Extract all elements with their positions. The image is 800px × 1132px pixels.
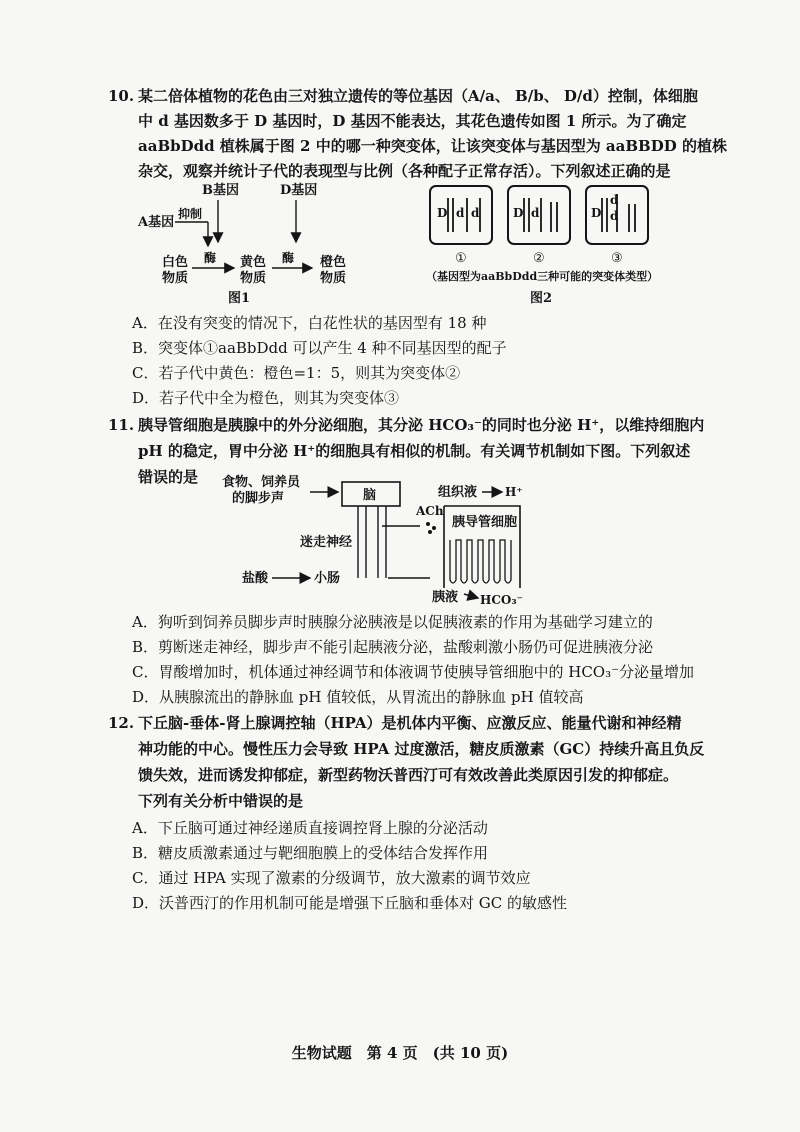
allele-d: d <box>456 206 465 220</box>
q12-option-a: A．下丘脑可通过神经递质直接调控肾上腺的分泌活动 <box>132 819 488 837</box>
yellow-label: 黄色 <box>240 255 267 270</box>
intestine-label: 小肠 <box>314 571 341 586</box>
figure-1-caption: 图1 <box>228 291 251 305</box>
figure-2-mutants <box>420 180 680 305</box>
q10-number: 10. <box>108 87 135 105</box>
figure-2-caption: 图2 <box>530 291 553 305</box>
q12-option-c: C．通过 HPA 实现了激素的分级调节，放大激素的调节效应 <box>132 869 531 887</box>
q11-option-a: A．狗听到饲养员脚步声时胰腺分泌胰液是以促胰液素的作用为基础学习建立的 <box>132 613 653 631</box>
q12-text-line: 神功能的中心。慢性压力会导致 HPA 过度激活，糖皮质激素（GC）持续升高且负反 <box>138 740 705 758</box>
mutant-label-1: ① <box>455 251 467 266</box>
mutant-label-2: ② <box>533 251 545 266</box>
q10-option-a: A．在没有突变的情况下，白花性状的基因型有 18 种 <box>132 314 487 332</box>
d-gene-label: D基因 <box>280 183 318 198</box>
q10-text-line: 中 d 基因数多于 D 基因时，D 基因不能表达，其花色遗传如图 1 所示。为了确定 <box>138 112 687 130</box>
allele-D: D <box>591 206 602 220</box>
q10-text-line: 杂交，观察并统计子代的表现型与比例（各种配子正常存活）。下列叙述正确的是 <box>138 162 671 180</box>
q12-number: 12. <box>108 714 135 732</box>
q11-text-line: 错误的是 <box>138 468 199 486</box>
yellow-substance: 物质 <box>240 271 267 286</box>
allele-d: d <box>531 206 540 220</box>
stimulus-label: 食物、饲养员 <box>222 475 301 490</box>
hco3-arrow <box>464 594 478 598</box>
allele-D: D <box>437 206 448 220</box>
q11-number: 11. <box>108 416 135 434</box>
ach-vesicle <box>432 526 436 530</box>
pancreas-regulation-diagram <box>220 470 570 608</box>
microvilli <box>450 540 511 583</box>
hco3-label: HCO₃⁻ <box>480 593 523 607</box>
q10-option-b: B．突变体①aaBbDdd 可以产生 4 种不同基因型的配子 <box>132 339 507 357</box>
q11-option-b: B．剪断迷走神经，脚步声不能引起胰液分泌，盐酸刺激小肠仍可促进胰液分泌 <box>132 638 654 656</box>
b-gene-label: B基因 <box>202 183 239 198</box>
q12-text-line: 下丘脑-垂体-肾上腺调控轴（HPA）是机体内平衡、应激反应、能量代谢和神经精 <box>138 714 682 732</box>
q10-text-line: aaBbDdd 植株属于图 2 中的哪一种突变体，让该突变体与基因型为 aaBBDD 的植株 <box>138 137 727 155</box>
q11-option-d: D．从胰腺流出的静脉血 pH 值较低，从胃流出的静脉血 pH 值较高 <box>132 688 584 706</box>
allele-D: D <box>513 206 524 220</box>
q10-text-line: 某二倍体植物的花色由三对独立遗传的等位基因（A/a、 B/b、 D/d）控制，体细胞 <box>138 87 698 105</box>
page-footer: 生物试题 第 4 页 (共 10 页) <box>291 1044 509 1062</box>
q11-option-c: C．胃酸增加时，机体通过神经调节和体液调节使胰导管细胞中的 HCO₃⁻分泌量增加 <box>132 663 695 681</box>
allele-d: d <box>610 193 619 207</box>
q10-option-d: D．若子代中全为橙色，则其为突变体③ <box>132 389 400 407</box>
figure-1-pathway <box>130 180 360 305</box>
nerve-fibers <box>358 506 386 578</box>
mutant-label-3: ③ <box>611 251 623 266</box>
allele-d: d <box>610 209 619 223</box>
inhibit-label: 抑制 <box>178 207 203 221</box>
figure-2-note: （基因型为aaBbDdd三种可能的突变体类型） <box>426 270 659 283</box>
enzyme-label: 酶 <box>204 251 217 265</box>
q12-text-line: 下列有关分析中错误的是 <box>138 792 304 810</box>
stimulus-label: 的脚步声 <box>232 491 285 506</box>
acid-label: 盐酸 <box>242 571 269 586</box>
tissue-fluid-label: 组织液 <box>438 485 478 500</box>
duct-cell-label: 胰导管细胞 <box>452 515 518 530</box>
q11-text-line: 胰导管细胞是胰腺中的外分泌细胞，其分泌 HCO₃⁻的同时也分泌 H⁺，以维持细胞内 <box>138 416 705 434</box>
white-label: 白色 <box>162 255 189 270</box>
ach-vesicle <box>426 522 430 526</box>
hplus-label: H⁺ <box>505 485 523 499</box>
enzyme-label: 酶 <box>282 251 295 265</box>
q12-option-d: D．沃普西汀的作用机制可能是增强下丘脑和垂体对 GC 的敏感性 <box>132 894 568 912</box>
q12-option-b: B．糖皮质激素通过与靶细胞膜上的受体结合发挥作用 <box>132 844 489 862</box>
brain-label: 脑 <box>363 488 377 503</box>
white-substance: 物质 <box>162 271 189 286</box>
q12-text-line: 馈失效，进而诱发抑郁症，新型药物沃普西汀可有效改善此类原因引发的抑郁症。 <box>138 766 679 784</box>
orange-label: 橙色 <box>320 255 347 270</box>
q10-option-c: C．若子代中黄色：橙色=1：5，则其为突变体② <box>132 364 461 382</box>
a-gene-label: A基因 <box>138 215 175 230</box>
juice-label: 胰液 <box>432 590 459 605</box>
orange-substance: 物质 <box>320 271 347 286</box>
q11-text-line: pH 的稳定，胃中分泌 H⁺的细胞具有相似的机制。有关调节机制如下图。下列叙述 <box>138 442 691 460</box>
vagus-label: 迷走神经 <box>300 535 353 550</box>
ach-label: ACh <box>416 504 444 518</box>
ach-vesicle <box>428 530 432 534</box>
allele-d: d <box>471 206 480 220</box>
